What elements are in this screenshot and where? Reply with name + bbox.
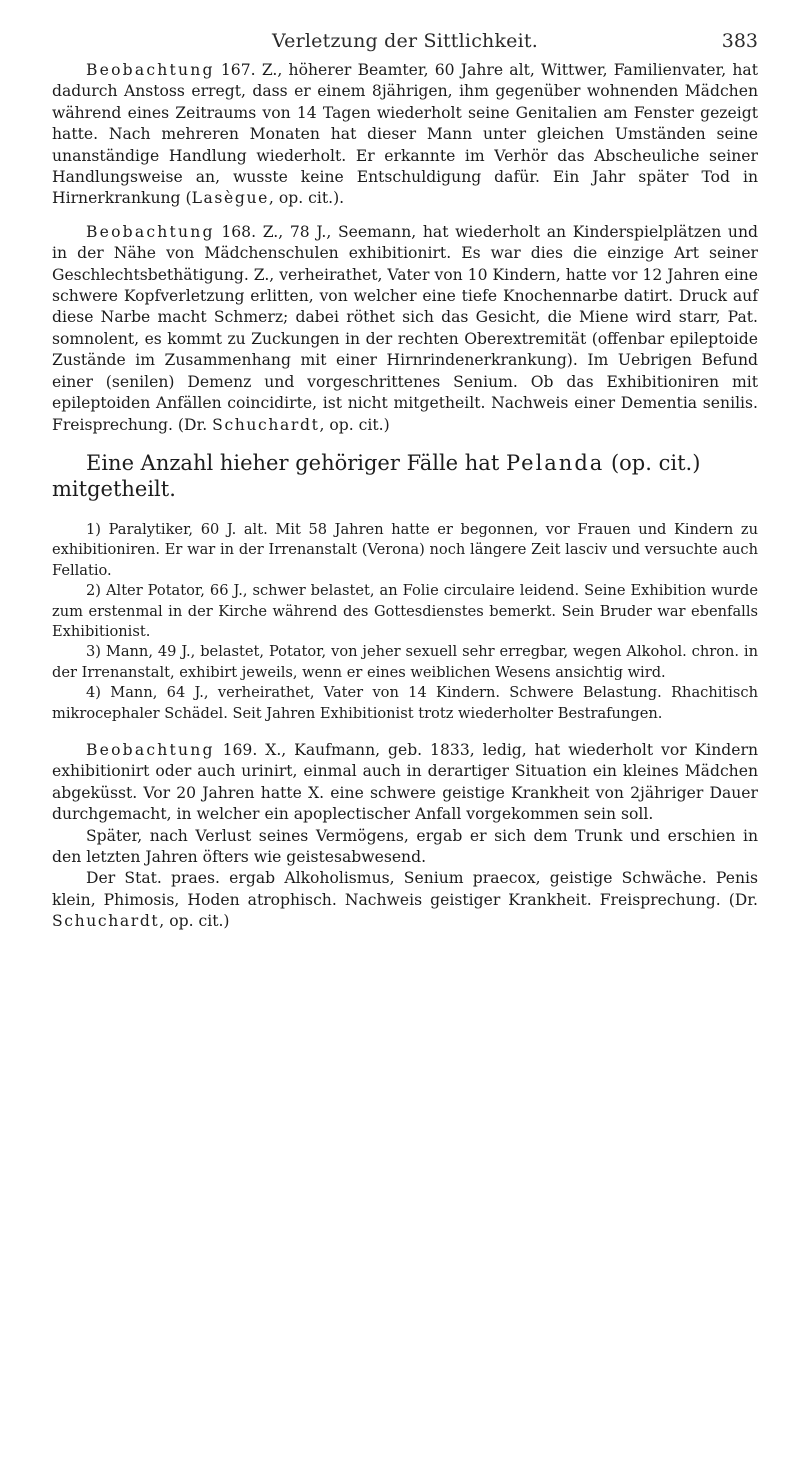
- observation-text: Z., 78 J., Seemann, hat wiederholt an Kinderspielplätzen und in der Nähe von Mädchenschulen exhibitionirt. Es war dies die einzige Art seiner Geschlechtsbethätigung. Z., verheirathet, Vater von 10 Kindern, hatte vor 12 Jahren eine schwere Kopfverletzung erlitten, von welcher eine tiefe Knochennarbe datirt. Druck auf diese Narbe macht Schmerz; dabei röthet sich das Gesicht, die Miene wird starr, Pat. somnolent, es kommt zu Zuckungen in der rechten Oberextremität (offenbar epileptoide Zustände im Zusammenhang mit einer Hirnrindenerkrankung). Im Uebrigen Befund einer (senilen) Demenz und vorgeschrittenes Senium. Ob das Exhibitioniren mit epileptoiden Anfällen coincidirte, ist nicht mitgetheilt. Nachweis einer Dementia senilis. Freisprechung. (Dr.: [52, 222, 758, 434]
- observation-number: 169.: [222, 740, 258, 759]
- citation: , op. cit.).: [268, 189, 345, 208]
- observation-168: [52, 222, 758, 436]
- author-name: Lasègue: [191, 189, 269, 208]
- observation-167: [52, 60, 758, 210]
- citation: , op. cit.): [319, 415, 390, 434]
- observation-169: [52, 740, 758, 826]
- author-name: Schuchardt: [212, 415, 320, 434]
- page-number: 383: [721, 30, 758, 52]
- case-item: 2) Alter Potator, 66 J., schwer belastet, an Folie circulaire leidend. Seine Exhibition wurde zum erstenmal in der Kirche während des Gottesdienstes bemerkt. Sein Bruder war ebenfalls Exhibitionist.: [52, 582, 758, 640]
- observation-label: Beobachtung: [86, 61, 215, 79]
- observation-label: Beobachtung: [86, 740, 215, 759]
- author-name: Schuchardt: [52, 912, 160, 931]
- section-lead-tail: (op. cit.) mitgetheilt.: [52, 450, 701, 501]
- observation-label: Beobachtung: [86, 222, 215, 241]
- case-item: 3) Mann, 49 J., belastet, Potator, von jeher sexuell sehr erregbar, wegen Alkohol. chron. in der Irrenanstalt, exhibirt jeweils, wenn er eines weiblichen Wesens ansichtig wird.: [52, 643, 758, 681]
- author-name: Pelanda: [505, 450, 605, 475]
- section-lead: [52, 450, 758, 502]
- page-body: [52, 60, 758, 933]
- observation-169-paragraph-3: [52, 868, 758, 932]
- running-head: [52, 0, 758, 60]
- observation-169-paragraph-2: Später, nach Verlust seines Vermögens, ergab er sich dem Trunk und erschien in den letzten Jahren öfters wie geistesabwesend.: [52, 826, 758, 866]
- citation: , op. cit.): [159, 912, 230, 931]
- observation-text: X., Kaufmann, geb. 1833, ledig, hat wiederholt vor Kindern exhibitionirt oder auch urinirt, einmal auch in derartiger Situation ein kleines Mädchen abgeküsst. Vor 20 Jahren hatte X. eine schwere geistige Krankheit von 2jähriger Dauer durchgemacht, in welcher ein apoplectischer Anfall vorgekommen sein soll.: [52, 740, 758, 824]
- case-item: 4) Mann, 64 J., verheirathet, Vater von 14 Kindern. Schwere Belastung. Rhachitisch mikrocephaler Schädel. Seit Jahren Exhibitionist trotz wiederholter Bestrafungen.: [52, 684, 758, 722]
- observation-number: 167.: [220, 61, 256, 79]
- running-title: Verletzung der Sittlichkeit.: [272, 30, 538, 52]
- section-lead-text: Eine Anzahl hieher gehöriger Fälle hat: [86, 450, 506, 475]
- case-list: [52, 520, 758, 724]
- observation-number: 168.: [221, 222, 257, 241]
- case-item: 1) Paralytiker, 60 J. alt. Mit 58 Jahren hatte er begonnen, vor Frauen und Kindern zu exhibitioniren. Er war in der Irrenanstalt (Verona) noch längere Zeit lasciv und versuchte auch Fellatio.: [52, 520, 758, 579]
- observation-text: Z., höherer Beamter, 60 Jahre alt, Wittwer, Familienvater, hat dadurch Anstoss erregt, dass er einem 8jährigen, ihm gegenüber wohnenden Mädchen während eines Zeitraums von 14 Tagen wiederholt seine Genitalien am Fenster gezeigt hatte. Nach mehreren Monaten hat dieser Mann unter gleichen Umständen seine unanständige Handlung wiederholt. Er erkannte im Verhör das Abscheuliche seiner Handlungsweise an, wusste keine Entschuldigung dafür. Ein Jahr später Tod in Hirnerkrankung (: [52, 61, 758, 208]
- observation-text: Der Stat. praes. ergab Alkoholismus, Senium praecox, geistige Schwäche. Penis klein, Phimosis, Hoden atrophisch. Nachweis geistiger Krankheit. Freisprechung. (Dr.: [52, 869, 758, 909]
